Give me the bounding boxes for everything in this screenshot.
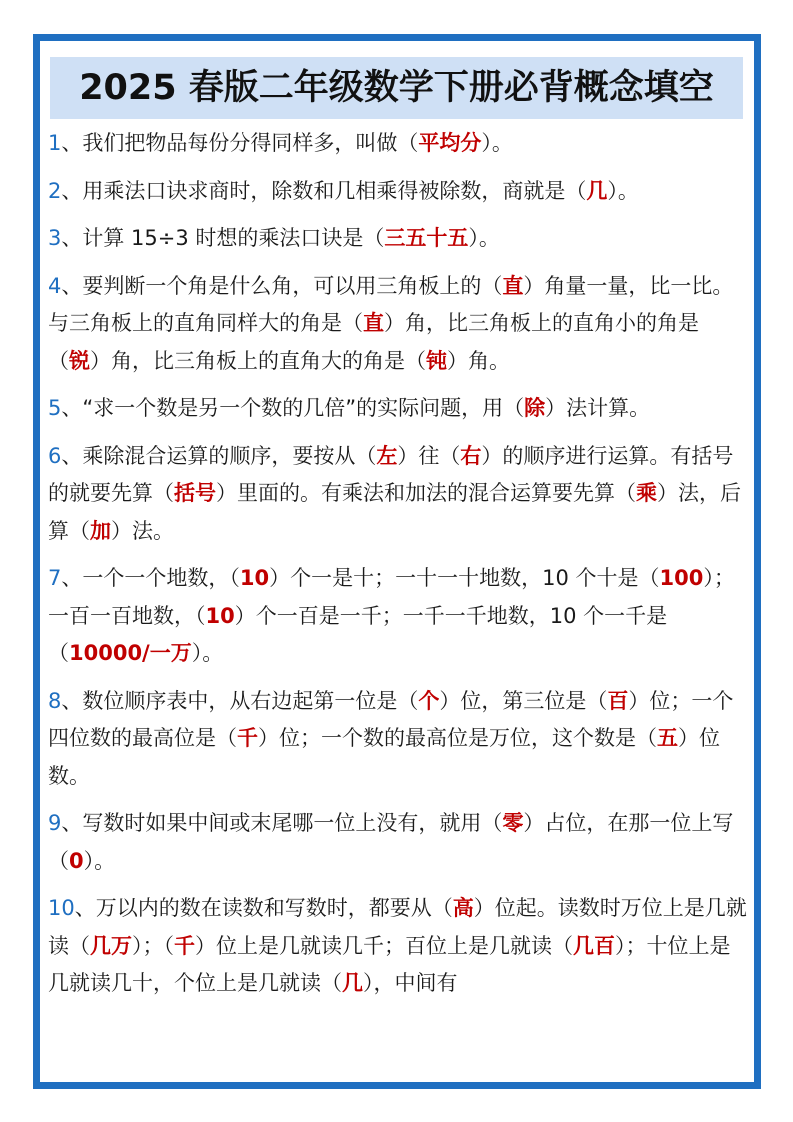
item-number: 4 <box>48 273 62 298</box>
answer-text: 锐 <box>69 348 90 373</box>
answer-text: 10 <box>205 603 235 628</box>
item-number: 3 <box>48 226 62 250</box>
item-number: 5 <box>48 396 62 420</box>
page-frame <box>33 34 761 1089</box>
question-text: ）往（ <box>397 443 461 468</box>
item-number: 7 <box>48 566 62 590</box>
question-text: ）位；一个数的最高位是万位，这个数是（ <box>258 726 657 750</box>
answer-text: 几百 <box>573 933 615 958</box>
question-text: ）法。 <box>111 518 174 543</box>
question-text: 、计算 15÷3 时想的乘法口诀是（ <box>61 226 385 250</box>
answer-text: 直 <box>502 273 524 298</box>
question-text: ），中间有 <box>363 971 458 995</box>
answer-text: 左 <box>376 443 398 468</box>
answer-text: 几万 <box>90 933 132 958</box>
answer-text: 千 <box>174 933 195 958</box>
answer-text: 平均分 <box>418 131 482 155</box>
item-number: 2 <box>48 178 62 203</box>
question-text: ）位，第三位是（ <box>439 688 608 713</box>
question-text: 、用乘法口诀求商时，除数和几相乘得被除数，商就是（ <box>61 178 587 203</box>
question-text: ）。 <box>83 848 116 873</box>
question-text: ）位起。读数时万位上是几就读（ <box>48 896 747 958</box>
answer-text: 10000/一万 <box>69 641 192 665</box>
answer-text: 个 <box>418 688 440 713</box>
answer-text: 几 <box>586 178 608 203</box>
question-text: ）里面的。有乘法和加法的混合运算要先算（ <box>216 481 636 505</box>
answer-text: 右 <box>460 443 482 468</box>
question-text: ）角，比三角板上的直角小的角是（ <box>48 311 699 373</box>
answer-text: 千 <box>237 726 258 750</box>
answer-text: 0 <box>69 848 84 873</box>
question-text: 、写数时如果中间或末尾哪一位上没有，就用（ <box>61 811 503 835</box>
answer-text: 钝 <box>426 348 447 373</box>
concept-item-5 <box>48 390 748 428</box>
item-number: 8 <box>48 688 62 713</box>
question-text: 、一个一个地数，（ <box>61 566 240 590</box>
question-text: 、“求一个数是另一个数的几倍”的实际问题，用（ <box>61 396 525 420</box>
question-text: ）；（ <box>132 933 174 958</box>
concept-item-7 <box>48 560 748 673</box>
concept-item-4 <box>48 268 748 381</box>
answer-text: 零 <box>502 811 524 835</box>
concept-item-8 <box>48 683 748 796</box>
concept-list <box>48 125 748 1013</box>
page-title: 2025 春版二年级数学下册必背概念填空 <box>50 57 743 119</box>
answer-text: 直 <box>363 311 384 335</box>
question-text: ）个一百是一千；一千一千地数，10 个一千是（ <box>48 603 668 665</box>
item-number: 6 <box>48 443 62 468</box>
question-text: 、乘除混合运算的顺序，要按从（ <box>61 443 377 468</box>
question-text: ）位上是几就读几千；百位上是几就读（ <box>195 933 573 958</box>
answer-text: 三五十五 <box>384 226 469 250</box>
answer-text: 五 <box>657 726 678 750</box>
answer-text: 括号 <box>174 481 216 505</box>
concept-item-6 <box>48 438 748 551</box>
question-text: ）法计算。 <box>545 396 651 420</box>
question-text: ）角。 <box>447 348 510 373</box>
answer-text: 高 <box>452 896 474 920</box>
concept-item-3 <box>48 220 748 258</box>
question-text: ）角，比三角板上的直角大的角是（ <box>90 348 426 373</box>
concept-item-9 <box>48 805 748 880</box>
answer-text: 除 <box>524 396 546 420</box>
question-text: ）。 <box>191 641 224 665</box>
answer-text: 乘 <box>636 481 657 505</box>
question-text: 、万以内的数在读数和写数时，都要从（ <box>74 896 453 920</box>
question-text: 、要判断一个角是什么角，可以用三角板上的（ <box>61 273 503 298</box>
question-text: ）位；一个四位数的最高位是（ <box>48 688 734 750</box>
question-text: ）角量一量，比一比。与三角板上的直角同样大的角是（ <box>48 273 734 335</box>
question-text: ）。 <box>481 131 513 155</box>
question-text: ）。 <box>468 226 500 250</box>
question-text: ）法，后算（ <box>48 481 741 543</box>
question-text: ）的顺序进行运算。有括号的就要先算（ <box>48 443 734 505</box>
concept-item-1 <box>48 125 748 163</box>
question-text: ）个一是十；一十一十地数，10 个十是（ <box>269 566 660 590</box>
item-number: 10 <box>48 896 75 920</box>
answer-text: 几 <box>342 971 363 995</box>
concept-item-10 <box>48 890 748 1003</box>
concept-item-2 <box>48 173 748 211</box>
answer-text: 100 <box>659 566 704 590</box>
answer-text: 百 <box>607 688 629 713</box>
item-number: 1 <box>48 131 62 155</box>
question-text: 、我们把物品每份分得同样多，叫做（ <box>61 131 419 155</box>
answer-text: 加 <box>90 518 111 543</box>
question-text: ）占位，在那一位上写（ <box>48 811 734 873</box>
question-text: ）。 <box>607 178 639 203</box>
question-text: 、数位顺序表中，从右边起第一位是（ <box>61 688 419 713</box>
question-text: ）位数。 <box>48 726 720 788</box>
question-text: ）；十位上是几就读几十，个位上是几就读（ <box>48 933 731 995</box>
answer-text: 10 <box>239 566 270 590</box>
question-text: ）；一百一百地数，（ <box>48 566 735 628</box>
item-number: 9 <box>48 811 62 835</box>
